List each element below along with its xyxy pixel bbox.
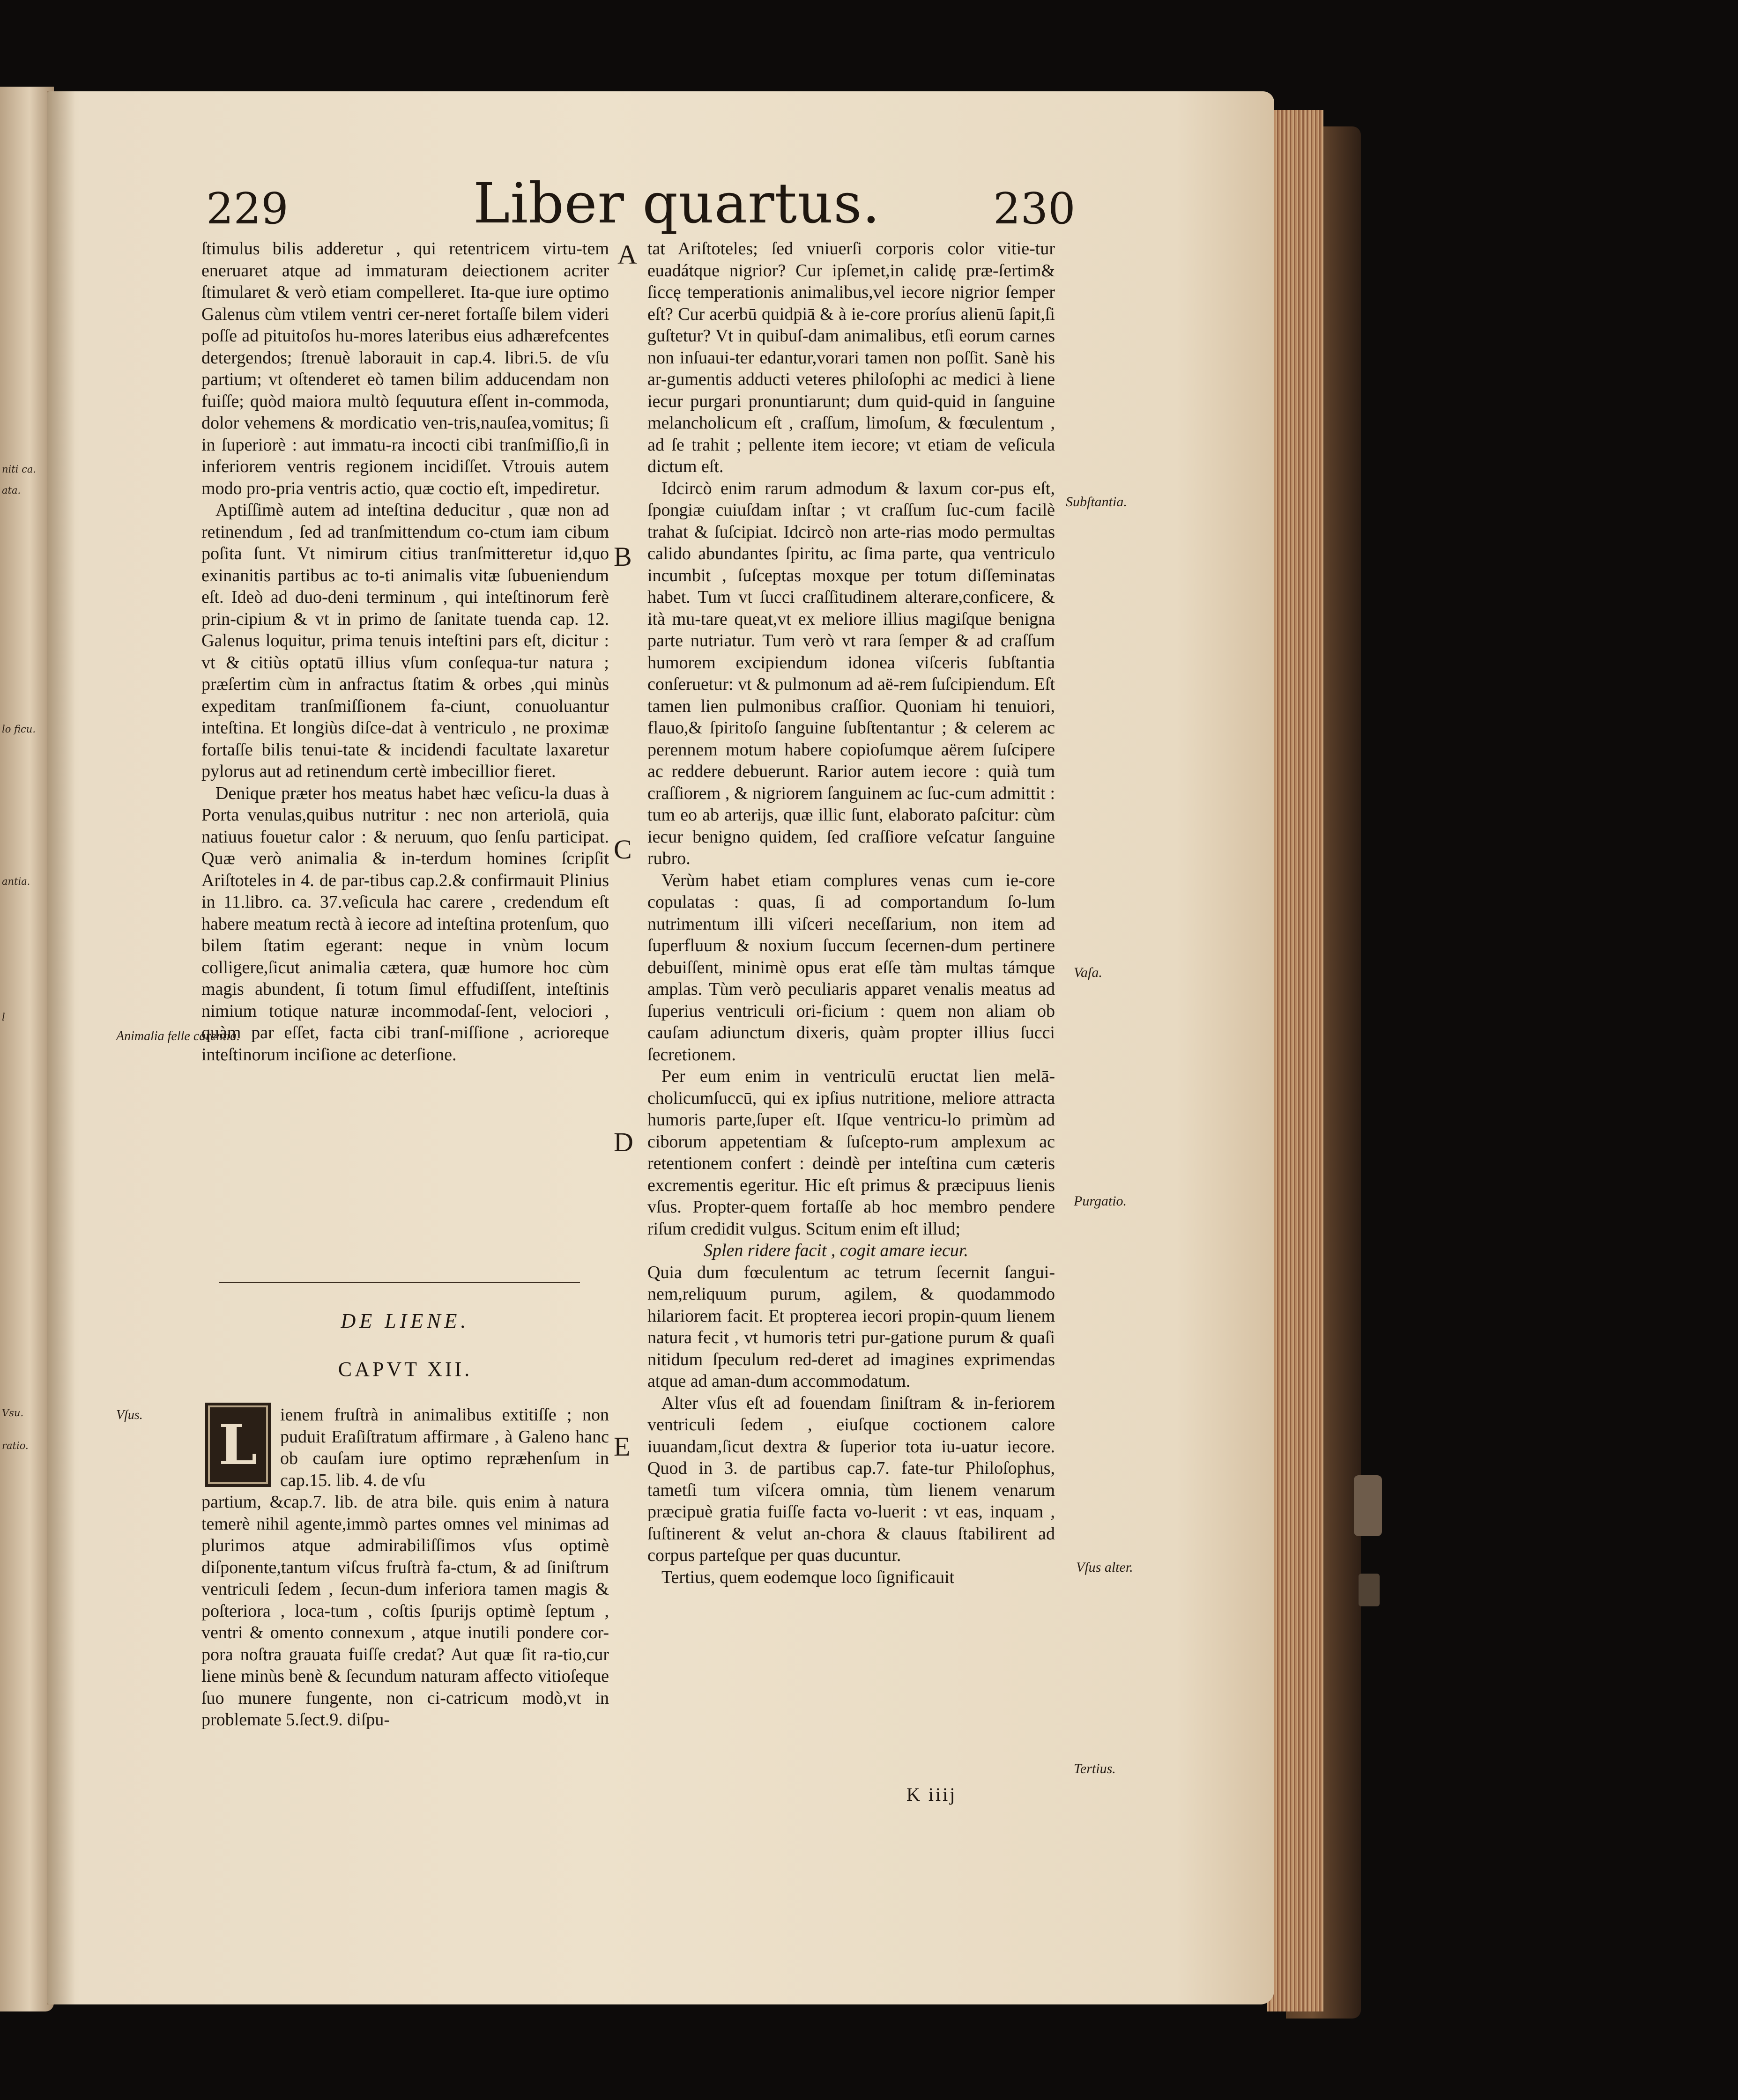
clasp-strap-2 <box>1359 1574 1380 1606</box>
facing-note: ata. <box>2 485 21 496</box>
section-letter-d: D <box>614 1127 633 1157</box>
margin-note-vasa: Vaſa. <box>1074 965 1102 980</box>
paragraph: Per eum enim in ventriculū eructat lien melā-cholicumſuccū, qui ex ipſius nutritione, meliore attracta humoris parte,ſuper eſt. Iſque ventricu-lo primùm ad ciborum appetentiam & ſuſcepto-rum amplexum ac retentionem confert : deindè per inteſtina cum cæteris excrementis egeritur. Hic eſt primus & præcipuus lienis vſus. Propter-quem fortaſſe ab hoc membro pendere riſum credidit vulgus. Scitum enim eſt illud; <box>647 1066 1055 1239</box>
paragraph: ſtimulus bilis adderetur , qui retentricem virtu-tem eneruaret atque ad immaturam deiectionem acriter ſtimularet & verò etiam compelleret. Ita-que iure optimo Galenus cùm vtilem ventri cer-neret fortaſſe bilem videri poſſe ad pituitoſos hu-mores lateribus eius adhærefcentes detergendos; ſtrenuè laborauit in cap.4. libri.5. de vſu partium; vt oſtenderet eò tamen bilim adducendam non fuiſſe; quòd maiora multò ſequutura eſſent in-commoda, dolor vehemens & mordicatio ven-tris,nauſea,vomitus; ſi in ſuperiorè : aut immatu-ra incocti cibi tranſmiſſio,ſi in inferiorem ventris regionem incidiſſet. Vtrouis autem modo pro-pria ventris actio, quæ coctio eſt, impediretur. <box>201 239 609 498</box>
section-letter-c: C <box>614 834 632 865</box>
signature-mark: K iiij <box>906 1784 957 1805</box>
section-letter-a: A <box>617 239 637 270</box>
margin-note-tertius: Tertius. <box>1074 1761 1116 1776</box>
decorated-initial: L <box>205 1403 271 1487</box>
paragraph: Alter vſus eſt ad fouendam ſiniſtram & in-feriorem ventriculi ſedem , eiuſque coctionem calore iuuandam,ſicut dextra & ſuperior tota iu-uatur iecore. Quod in 3. de partibus cap.7. fate-tur Philoſophus, tametſi tum viſcera omnia, tùm lienem venarum præcipuè gratia fuiſſe facta vo-luerit : vt eas, inquam , ſuſtinerent & velut an-chora & clauus ſtabilirent ad corpus parteſque per quas ducuntur. <box>647 1393 1055 1565</box>
paragraph: Quia dum fœculentum ac tetrum ſecernit ſangui-nem,reliquum purum, agilem, & quodammodo hilariorem facit. Et propterea iecori propin-quum lienem natura fecit , vt humoris tetri pur-gatione purum & quaſi nitidum ſpeculum red-deret ad imagines exprimendas atque ad aman-dum accommodatum. <box>647 1262 1055 1391</box>
facing-note: antia. <box>2 876 30 887</box>
paragraph: ienem fruſtrà in animalibus extitiſſe ; non puduit Eraſiſtratum affirmare , à Galeno hanc ob cauſam iure optimo repræhenſum in cap.15. lib. 4. de vſu <box>280 1405 609 1490</box>
facing-note: ratio. <box>2 1440 29 1451</box>
section-divider <box>219 1282 580 1283</box>
margin-note-animalia: Animalia felle carentia. <box>116 1029 240 1043</box>
facing-note: Vsu. <box>2 1407 24 1419</box>
section-letter-e: E <box>614 1431 631 1462</box>
section-heading: DE LIENE. <box>341 1309 470 1332</box>
paragraph: tat Ariſtoteles; ſed vniuerſi corporis color vitie-tur euadátque nigrior? Cur ipſemet,in calidę præ-ſertim& ſiccę temperationis animalibus,vel iecore nigrior ſemper eſt? Cur acerbū quidpiā & à ie-core proríus alienū ſapit,ſi guſtetur? Vt in quibuſ-dam animalibus, etſi eorum carnes non inſuaui-ter edantur,vorari tamen non poſſit. Sanè his ar-gumentis adducti veteres philoſophi ac medici à liene iecur purgari pronuntiarunt; dum quid-quid in ſanguine melancholicum eſt , craſſum, limoſum, & fœculentum , ad ſe trahit ; pellente item iecore; vt etiam de veſicula dictum eſt. <box>647 239 1055 476</box>
facing-page-edge <box>0 87 54 2011</box>
chapter-heading: CAPVT XII. <box>338 1358 473 1381</box>
chapter-opening-text <box>280 1404 609 1491</box>
left-text-column <box>201 238 609 1065</box>
paragraph: Denique præter hos meatus habet hæc veſicu-la duas à Porta venulas,quibus nutritur : nec non arteriolā, quia natiuus fouetur calor : & neruum, quo ſenſu participat. Quæ verò animalia & in-terdum homines ſcripſit Ariſtoteles in 4. de par-tibus cap.2.& confirmauit Plinius in 11.libro. ca. 37.veſicula hac carere , credendum eſt habere meatum rectà à iecore ad inteſtina protenſum, quo bilem ſtatim egerant: neque in vnùm locum colligere,ſicut animalia cætera, quæ humore hoc cùm magis abundent, ſi totum ſimul effudiſſent, inteſtinis nimium totique naturæ incommodaſ-ſent, velociori , quàm par eſſet, facta cibi tranſ-miſſione , acrioreque inteſtinorum inciſione ac deterſione. <box>201 783 609 1065</box>
verse-line: Splen ridere facit , cogit amare iecur. <box>704 1241 968 1260</box>
paragraph: Verùm habet etiam complures venas cum ie-core copulatas : quas, ſi ad comportandum ſo-lum nutrimentum illi viſceri neceſſarium, non item ad ſuperfluum & noxium ſuccum ſecernen-dum pertinere debuiſſent, minimè opus erat eſſe tàm multas támque amplas. Tùm verò peculiaris apparet venalis meatus ad ſuperius ventriculi ori-ficium : quem non aliam ob cauſam adiunctum dixeris, quàm propter illius ſucci ſecretionem. <box>647 870 1055 1065</box>
clasp-strap <box>1354 1475 1382 1536</box>
margin-note-substantia: Subſtantia. <box>1066 494 1127 510</box>
margin-note-vsus-alter: Vſus alter. <box>1076 1560 1133 1575</box>
facing-note: l <box>2 1012 5 1023</box>
page-gutter-shadow <box>47 91 75 2004</box>
paragraph: partium, &cap.7. lib. de atra bile. quis enim à natura temerè nihil agente,immò partes omnes vel minimas ad plurimos atque admirabiliſſimos vſus optimè diſponente,tantum viſcus fruſtrà fa-ctum, & ad ſiniſtrum ventriculi ſedem , ſecun-dum inferiora tamen magis & poſteriora , loca-tum , coſtis ſpurijs optimè ſeptum , ventri & omento connexum , atque inutili pondere cor-pora noſtra grauata fuiſſe credat? Aut quæ ſit ra-tio,cur liene minùs benè & ſecundum naturam affecto vitioſeque ſuo munere fungente, non ci-catricum modò,vt in problemate 5.ſect.9. diſpu- <box>201 1492 609 1730</box>
section-letter-b: B <box>614 541 632 572</box>
paragraph: Aptiſſimè autem ad inteſtina deducitur , quæ non ad retinendum , ſed ad tranſmittendum co-ctum iam cibum poſita ſunt. Vt nimirum citius tranſmitteretur id,quo exinanitis partibus ac to-ti animalis vitæ ſubueniendum eſt. Ideò ad duo-deni terminum , qui inteſtinorum ferè prin-cipium & vt in primo de ſanitate tuenda cap. 12. Galenus loquitur, prima tenuis inteſtini pars eſt, dicitur : vt & citiùs optatū illius vſum conſequa-tur natura ; præſertim cùm in anfractus ſtatim & orbes ,qui minùs expeditam tranſmiſſionem fa-ciunt, conuoluantur inteſtina. Et longiùs diſce-dat à ventriculo , ne proximæ fortaſſe bilis tenui-tate & incidendi facultate laxaretur pylorus aut ad retinendum certè imbecillior fieret. <box>201 500 609 781</box>
margin-note-purgatio: Purgatio. <box>1074 1193 1127 1209</box>
paragraph: Tertius, quem eodemque loco ſignificauit <box>661 1567 955 1587</box>
right-text-column <box>647 238 1055 1588</box>
margin-note-vsus: Vſus. <box>116 1408 143 1422</box>
chapter-continued-text <box>201 1491 609 1731</box>
running-title: Liber quartus. <box>473 171 881 236</box>
facing-note: lo ficu. <box>2 724 36 735</box>
page-edges <box>1267 110 1323 2011</box>
page-number-left: 229 <box>206 184 289 234</box>
facing-note: niti ca. <box>2 464 37 475</box>
paragraph: Idcircò enim rarum admodum & laxum cor-pus eſt, ſpongiæ cuiuſdam inſtar ; vt craſſum ſuc-cum facilè trahat & ſuſcipiat. Idcircò non arte-rias modo permultas calido abundantes ſpiritu, ac ſima parte, qua ventriculo incumbit , ſuſceptas moxque per totum diſſeminatas habet. Tum vt ſucci craſſitudinem alterare,conficere, & ità mu-tare queat,vt ex meliore illius magiſque benigna parte nutriatur. Tum verò vt rara ſemper & ad craſſum humorem excipiendum idonea viſceris ſubſtantia conſeruetur: vt & pulmonum ad aë-rem ſuſcipiendum. Eſt tamen lien pulmonibus craſſior. Quoniam hi tenuiori, flauo,& ſpiritoſo ſanguine ſubſtentantur ; & celerem ac perennem motum habere copioſumque aërem ſuſcipere ac reddere debuerunt. Rarior autem iecore : quià tum craſſiorem , & nigriorem ſanguinem ac ſuc-cum admittit : tum eo ab arterijs, quæ illic ſunt, elaborato paſcitur: cùm iecur benigno quidem, ſed craſſiore veſcatur ſanguine rubro. <box>647 478 1055 868</box>
page-number-right: 230 <box>993 184 1076 234</box>
